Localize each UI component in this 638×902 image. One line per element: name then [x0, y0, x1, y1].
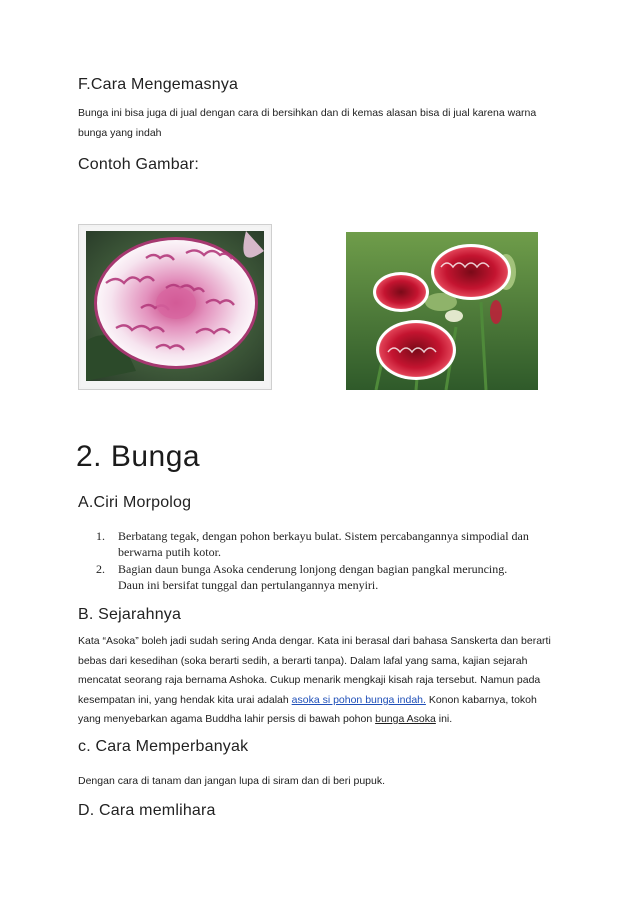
text-span: yang menyebarkan agama Buddha lahir persis di bawah pohon	[78, 713, 376, 725]
section-b-line: mencatat seorang raja bernama Ashoka. Cukup menarik mengkaji kisah raja tersebut. Namun pada	[78, 674, 541, 686]
list-item-number: 2.	[96, 562, 105, 576]
section-f-line: Bunga ini bisa juga di jual dengan cara di bersihkan dan di kemas alasan bisa di jual karena warna	[78, 107, 537, 119]
section-c-body: Dengan cara di tanam dan jangan lupa di siram dan di beri pupuk.	[78, 775, 386, 787]
bunga-asoka-link[interactable]: bunga Asoka	[375, 713, 436, 725]
list-item-line: berwarna putih kotor.	[118, 545, 221, 559]
text-span: Konon kabarnya, tokoh	[425, 693, 537, 706]
carnation-pink-image	[86, 231, 264, 381]
section-b-line	[78, 691, 578, 711]
carnation-red-graphic	[346, 232, 538, 390]
list-item	[96, 561, 556, 593]
text-span: ini.	[435, 713, 453, 725]
list-item-line: Berbatang tegak, dengan pohon berkayu bulat. Sistem percabangannya simpodial dan	[118, 529, 529, 543]
list-item-number: 1.	[96, 529, 105, 543]
carnation-red-image	[346, 232, 538, 390]
section-b-line: bebas dari kesedihan (soka berarti sedih, a berarti tanpa). Dalam lafal yang sama, kajian sejarah	[78, 654, 528, 667]
section-f-heading: F.Cara Mengemasnya	[78, 76, 239, 93]
examples-heading: Contoh Gambar:	[78, 156, 200, 173]
section-f-line: bunga yang indah	[78, 126, 162, 139]
carnation-pink-graphic	[86, 231, 264, 381]
list-item	[96, 528, 556, 560]
text-span: kesempatan ini, yang hendak kita urai adalah	[78, 693, 292, 706]
section-b-line	[78, 710, 578, 730]
morphology-list	[96, 528, 556, 594]
list-item-line: Daun ini bersifat tunggal dan pertulangannya menyiri.	[118, 578, 379, 592]
asoka-link[interactable]: asoka si pohon bunga indah.	[291, 693, 426, 706]
section-b-line: Kata “Asoka” boleh jadi sudah sering Anda dengar. Kata ini berasal dari bahasa Sanskerta dan berarti	[78, 635, 551, 647]
section-b-body	[78, 632, 578, 730]
chapter-title: 2. Bunga	[76, 440, 201, 473]
list-item-line: Bagian daun bunga Asoka cenderung lonjong dengan bagian pangkal meruncing.	[118, 562, 508, 576]
section-c-heading: c. Cara Memperbanyak	[78, 738, 249, 755]
section-b-heading: B. Sejarahnya	[78, 606, 182, 623]
section-d-heading: D. Cara memlihara	[78, 802, 216, 819]
section-f-body	[78, 104, 564, 143]
section-a-heading: A.Ciri Morpolog	[78, 494, 192, 511]
